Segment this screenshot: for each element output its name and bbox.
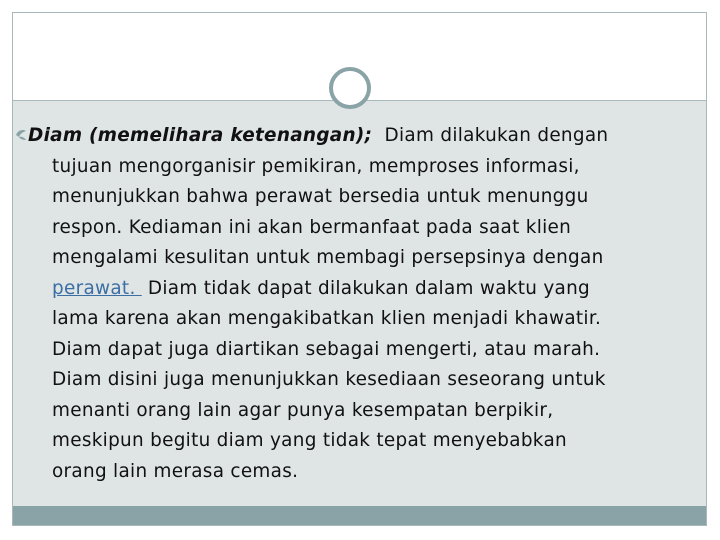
text-line-with-link bbox=[52, 274, 695, 305]
bullet-icon bbox=[15, 128, 27, 142]
text-line: menunjukkan bahwa perawat bersedia untuk menunggu bbox=[52, 186, 589, 207]
bullet-first-line bbox=[15, 121, 695, 152]
slide-content bbox=[15, 121, 695, 487]
circle-ornament-icon bbox=[329, 67, 371, 109]
slide-footer-bar bbox=[13, 506, 706, 525]
text-line: menanti orang lain agar punya kesempatan berpikir, bbox=[52, 399, 554, 421]
paragraph bbox=[15, 152, 695, 488]
text-line: lama karena akan mengakibatkan klien menjadi khawatir. bbox=[52, 308, 602, 329]
text-line: meskipun begitu diam yang tidak tepat menyebabkan bbox=[52, 430, 567, 451]
perawat-link[interactable]: perawat. bbox=[52, 277, 142, 299]
first-line-text: Diam dilakukan dengan bbox=[384, 125, 609, 146]
text-line: tujuan mengorganisir pemikiran, memproses informasi, bbox=[52, 155, 580, 177]
text-line: respon. Kediaman ini akan bermanfaat pada saat klien bbox=[52, 216, 572, 238]
text-line: Diam dapat juga diartikan sebagai mengerti, atau marah. bbox=[52, 338, 601, 360]
text-line: mengalami kesulitan untuk membagi persepsinya dengan bbox=[52, 247, 604, 268]
text-line: Diam disini juga menunjukkan kesediaan seseorang untuk bbox=[52, 369, 606, 390]
text-after-link: Diam tidak dapat dilakukan dalam waktu yang bbox=[147, 277, 591, 299]
term-label: Diam (memelihara ketenangan); bbox=[28, 125, 373, 146]
text-line: orang lain merasa cemas. bbox=[52, 460, 299, 482]
